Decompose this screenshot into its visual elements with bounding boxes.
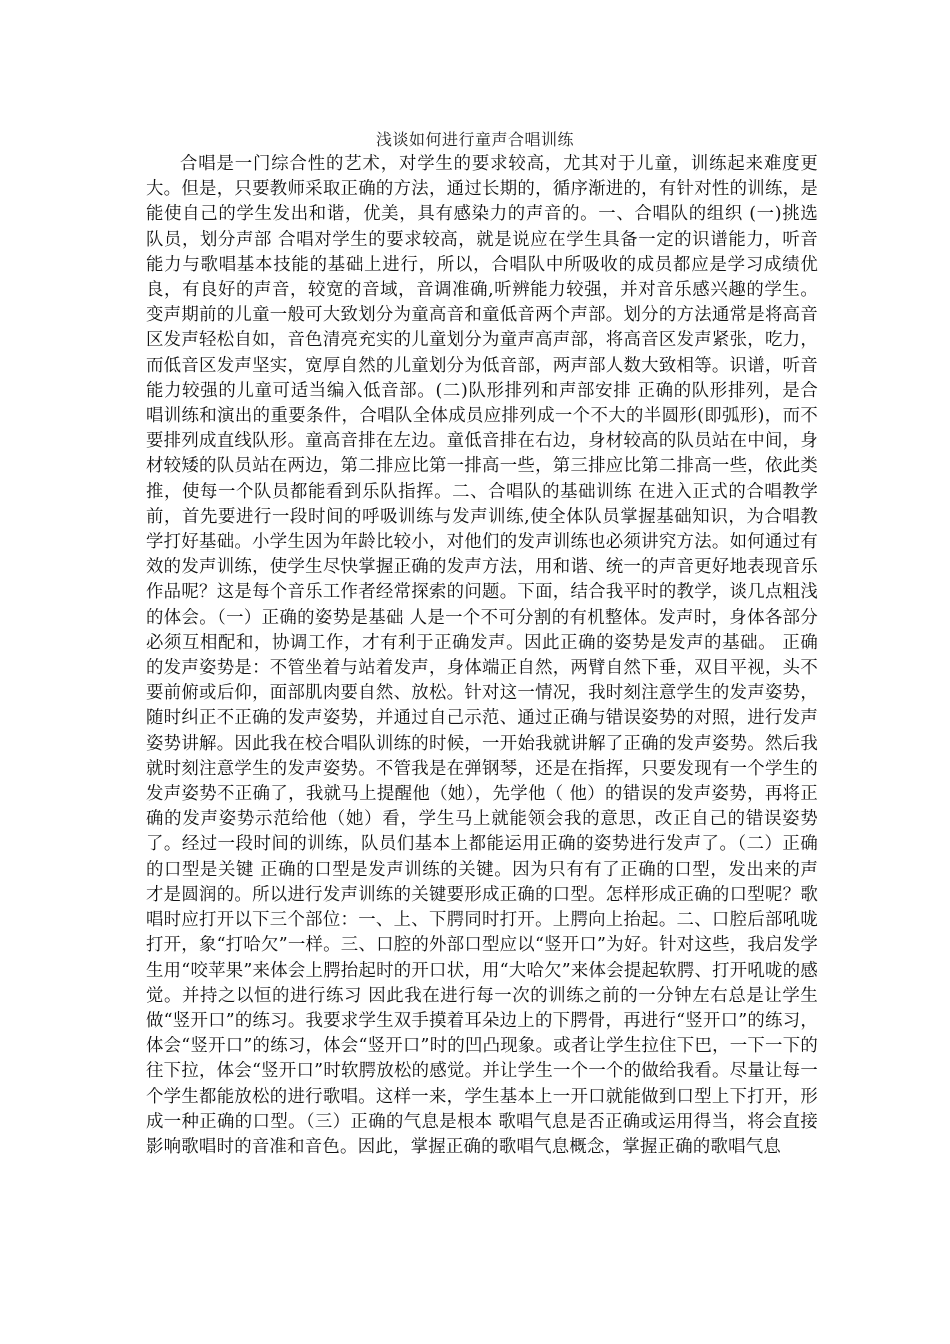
document-body-paragraph: 合唱是一门综合性的艺术，对学生的要求较高，尤其对于儿童，训练起来难度更大。但是，只要教师采取正确的方法，通过长期的，循序渐进的，有针对性的训练，是能使自己的学生发出和谐，优美，具有感染力的声音的。一、合唱队的组织 (一)挑选队员，划分声部 合唱对学生的要求较高，就是说应在学生具备一定的识谱能力，听音能力与歌唱基本技能的基础上进行，所以，合唱队中所吸收的成员都应是学习成绩优良，有良好的声音，较宽的音域，音调准确,听辨能力较强，并对音乐感兴趣的学生。 变声期前的儿童一般可大致划分为童高音和童低音两个声部。划分的方法通常是将高音区发声轻松自如，音色清亮充实的儿童划分为童声高声部，将高音区发声紧张，吃力，而低音区发声坚实，宽厚自然的儿童划分为低音部，两声部人数大致相等。识谱，听音能力较强的儿童可适当编入低音部。(二)队形排列和声部安排 正确的队形排列，是合唱训练和演出的重要条件，合唱队全体成员应排列成一个不大的半圆形(即弧形)，而不要排列成直线队形。童高音排在左边。童低音排在右边，身材较高的队员站在中间，身材较矮的队员站在两边，第二排应比第一排高一些，第三排应比第二排高一些，依此类推，使每一个队员都能看到乐队指挥。二、合唱队的基础训练 在进入正式的合唱教学前，首先要进行一段时间的呼吸训练与发声训练,使全体队员掌握基础知识，为合唱教学打好基础。小学生因为年龄比较小，对他们的发声训练也必须讲究方法。如何通过有效的发声训练，使学生尽快掌握正确的发声方法，用和谐、统一的声音更好地表现音乐作品呢？这是每个音乐工作者经常探索的问题。下面，结合我平时的教学，谈几点粗浅的体会。（一）正确的姿势是基础 人是一个不可分割的有机整体。发声时，身体各部分必须互相配和，协调工作，才有利于正确发声。因此正确的姿势是发声的基础。 正确的发声姿势是：不管坐着与站着发声，身体端正自然，两臂自然下垂，双目平视，头不要前俯或后仰，面部肌肉要自然、放松。针对这一情况，我时刻注意学生的发声姿势，随时纠正不正确的发声姿势，并通过自己示范、通过正确与错误姿势的对照，进行发声姿势讲解。因此我在校合唱队训练的时候，一开始我就讲解了正确的发声姿势。然后我就时刻注意学生的发声姿势。不管我是在弹钢琴，还是在指挥，只要发现有一个学生的发声姿势不正确了，我就马上提醒他（她），先学他（ 他）的错误的发声姿势，再将正确的发声姿势示范给他（她）看，学生马上就能领会我的意思，改正自己的错误姿势了。经过一段时间的训练，队员们基本上都能运用正确的姿势进行发声了。（二）正确的口型是关键 正确的口型是发声训练的关键。因为只有有了正确的口型，发出来的声才是圆润的。所以进行发声训练的关键要形成正确的口型。怎样形成正确的口型呢？歌唱时应打开以下三个部位：一、上、下腭同时打开。上腭向上抬起。二、口腔后部吼咙打开，象“打哈欠”一样。三、口腔的外部口型应以“竖开口”为好。针对这些，我启发学生用“咬苹果”来体会上腭抬起时的开口状，用“大哈欠”来体会提起软腭、打开吼咙的感觉。并持之以恒的进行练习 因此我在进行每一次的训练之前的一分钟左右总是让学生做“竖开口”的练习。我要求学生双手摸着耳朵边上的下腭骨，再进行“竖开口”的练习，体会“竖开口”的练习，体会“竖开口”时的凹凸现象。或者让学生拉住下巴，一下一下的往下拉，体会“竖开口”时软腭放松的感觉。并让学生一个一个的做给我看。尽量让每一个学生都能放松的进行歌唱。这样一来，学生基本上一开口就能做到口型上下打开，形成一种正确的口型。（三）正确的气息是根本 歌唱气息是否正确或运用得当，将会直接影响歌唱时的音准和音色。因此，掌握正确的歌唱气息概念，掌握正确的歌唱气息 (146, 154, 818, 1157)
document-title: 浅谈如何进行童声合唱训练 (375, 130, 574, 149)
